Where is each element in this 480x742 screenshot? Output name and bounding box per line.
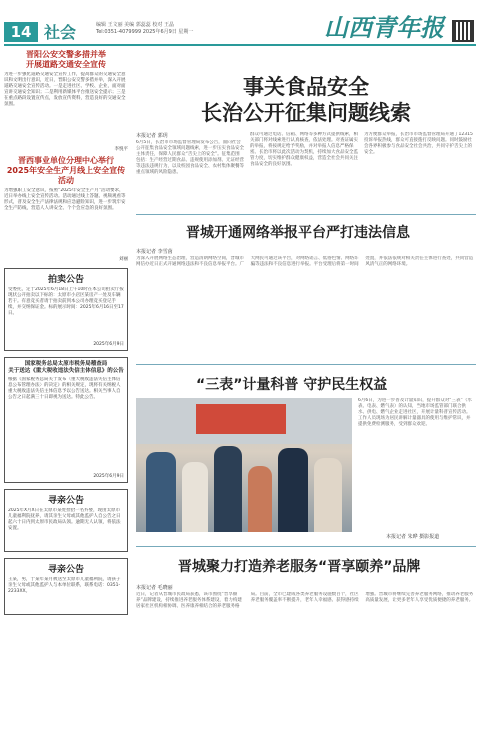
article3-caption: 6月6日，为进一步普及计量知识，提升群众对“三表”（水表、电表、燃气表）的认知，当地市场监管部门联合供水、供电、燃气企业走进社区，开展计量科普宣传活动。工作人员现场为居民讲解计量器具的使用与维护常识，并提供免费检测服务，受到群众欢迎。 [358, 398, 472, 427]
page-number: 14 [4, 22, 38, 42]
article4-headline: 晋城聚力打造养老服务“晋享颐养”品牌 [178, 559, 421, 575]
brief1-text: 为进一步强化道路交通安全宣传工作，提高群众的交通安全意识和文明出行意识，近日，晋阳公安交警多措并举，深入开展道路交通安全宣传活动。一是走进社区、学校、企业，面对面宣讲交通安全知识；二是利用新媒体平台推送安全提示；三是在重点路段设置宣传点，发放宣传资料，营造良好的交通安全氛围。 [4, 72, 126, 107]
sidebar [4, 50, 128, 738]
brief2-title: 晋西事业单位分理中心举行 2025年安全生产月线上安全宣传活动 [6, 156, 126, 185]
article3-photo [136, 398, 352, 532]
search-family-notice-1-text: 2025年X月X日在太原市某处捡拾一名弃婴，现由太原市儿童福利院抚养，请其亲生父母或其他监护人自公告之日起六十日内到太原市民政局认领。逾期无人认领，将依法安置。 [8, 508, 121, 531]
tax-notice-text: 根据《国家税务总局关于发布〈重大税收违法失信主体信息公布管理办法〉的决定》的相关规定，现将有关纳税人重大税收违法失信主体信息予以公告送达。相关当事人自公告之日起满三十日即视为送达。特此公告。 [8, 377, 121, 400]
search-family-notice-2-text: 王某，男，于某年某月被送至太原市儿童福利院，请孩子亲生父母或其他监护人与本单位联系，联系电话：0351-2233XX。 [8, 577, 121, 594]
divider-3 [136, 546, 476, 547]
brief2-credit: 刘丽 [119, 257, 128, 262]
newspaper-brand: 山西青年报 [324, 13, 444, 42]
qr-code-icon [452, 20, 474, 42]
article2-byline: 本报记者 李雪茵 [136, 249, 173, 255]
section-title: 社会 [44, 23, 77, 42]
search-family-notice-1-title: 寻亲公告 [47, 496, 84, 506]
tax-notice [4, 357, 128, 483]
brief1-credit: 李悦平 [114, 147, 128, 152]
article1-text-col1: 6月5日，长治市市场监督管理局发布公告，面向社会公开征集食品安全领域问题线索，进一步压实食品安全主体责任，保障人民群众“舌尖上的安全”。征集范围包括：生产经营过期食品、违规使用添加剂、无证经营等违法违规行为，以及校园食品安全、农村集体聚餐等重点领域的风险隐患。 [136, 140, 244, 175]
header-meta-line2: Tel:0351-4079999 2025年6月9日 星期一 [96, 29, 194, 35]
search-family-notice-1 [4, 489, 128, 552]
tax-notice-date: 2025年6月9日 [93, 474, 124, 479]
article2-headline: 晋城开通网络举报平台严打违法信息 [186, 225, 410, 241]
article2-text: 为深入开展网络生态治理，营造清朗网络空间，晋城市网信办近日正式开通网络违法和不良信息举报平台。广大网民可通过该平台，对网络谣言、低俗色情、网络诈骗等违法和不良信息进行举报。平台受理后将第一时间处置，并依法依规对相关责任主体进行查处，共同营造风清气正的网络环境。 [136, 256, 474, 267]
page-header [0, 0, 480, 40]
header-meta-line1: 编辑 王文丽 美编 郭蕊蕊 校对 王晶 [96, 22, 174, 28]
article3-headline: “三表”计量科普 守护民生权益 [196, 377, 388, 393]
auction-notice-title: 拍卖公告 [47, 275, 84, 285]
article4-byline: 本报记者 毛晓丽 [136, 585, 173, 591]
header-meta [96, 22, 193, 36]
article1-byline: 本报记者 郭玥 [136, 133, 168, 139]
auction-notice [4, 268, 128, 351]
tax-notice-title: 国家税务总局太原市税务局稽查局 关于送达《重大税收违法失信主体信息》的公告 [8, 361, 124, 374]
divider-2 [136, 364, 476, 365]
article1-text-col3: 为方便群众举报，长治市市场监督管理局开通了12315投诉举报热线，群众可直接拨打反映问题。同时鼓励社会各界积极参与食品安全社会共治，共同守护舌尖上的安全。 [364, 132, 473, 155]
article3-credit: 本报记者 朱晔 摄影报道 [386, 534, 440, 540]
auction-notice-date: 2025年6月9日 [93, 342, 124, 347]
brief2-text: 为增强职工安全意识，按照“2025年安全生产月”活动要求，近日举办线上安全宣传活动。活动通过线上答题、视频观看等形式，普及安全生产法律法规和应急避险知识，进一步筑牢安全生产防线，营造人人讲安全、个个会应急的良好氛围。 [4, 188, 126, 211]
divider-1 [136, 214, 476, 215]
article1-text-col2: 群众可通过电话、信箱、网络等多种方式提供线索，相关部门将对线索进行认真核查，依法处理。对查证属实的举报，将按规定给予奖励，并对举报人信息严格保密。长治市将以此次活动为契机，持续加大食品安全监管力度，切实维护群众健康权益，营造全社会共同关注食品安全的良好氛围。 [250, 132, 358, 167]
auction-notice-text: 受委托，定于2025年6月18日上午10时在本公司拍卖厅按现状公开拍卖以下标的：太原市小店区某房产一处及车辆若干。有意竞买者请于拍卖前到本公司办理竞买登记手续，并交纳保证金。标的展示时间：2025年6月16日至17日。 [8, 287, 124, 316]
article4-text: 近日，记者从晋城市民政局获悉，该市围绕“晋享颐养”品牌建设，持续推进养老服务体系建设，着力构建居家社区机构相协调、医养康养相结合的养老服务格局。目前，全市已建成各类养老服务设施数百个，社区养老服务覆盖率不断提升，老年人幸福感、获得感持续增强。晋城市将继续完善养老服务网络，推动养老服务高质量发展，让更多老年人享受优质便捷的养老服务。 [136, 592, 474, 609]
header-divider [4, 44, 476, 46]
search-family-notice-2 [4, 558, 128, 615]
search-family-notice-2-title: 寻亲公告 [47, 565, 84, 575]
brief1-title: 晋阳公安交警多措并举 开展道路交通安全宣传 [26, 50, 106, 69]
article1-headline: 事关食品安全 长治公开征集问题线索 [201, 74, 411, 125]
